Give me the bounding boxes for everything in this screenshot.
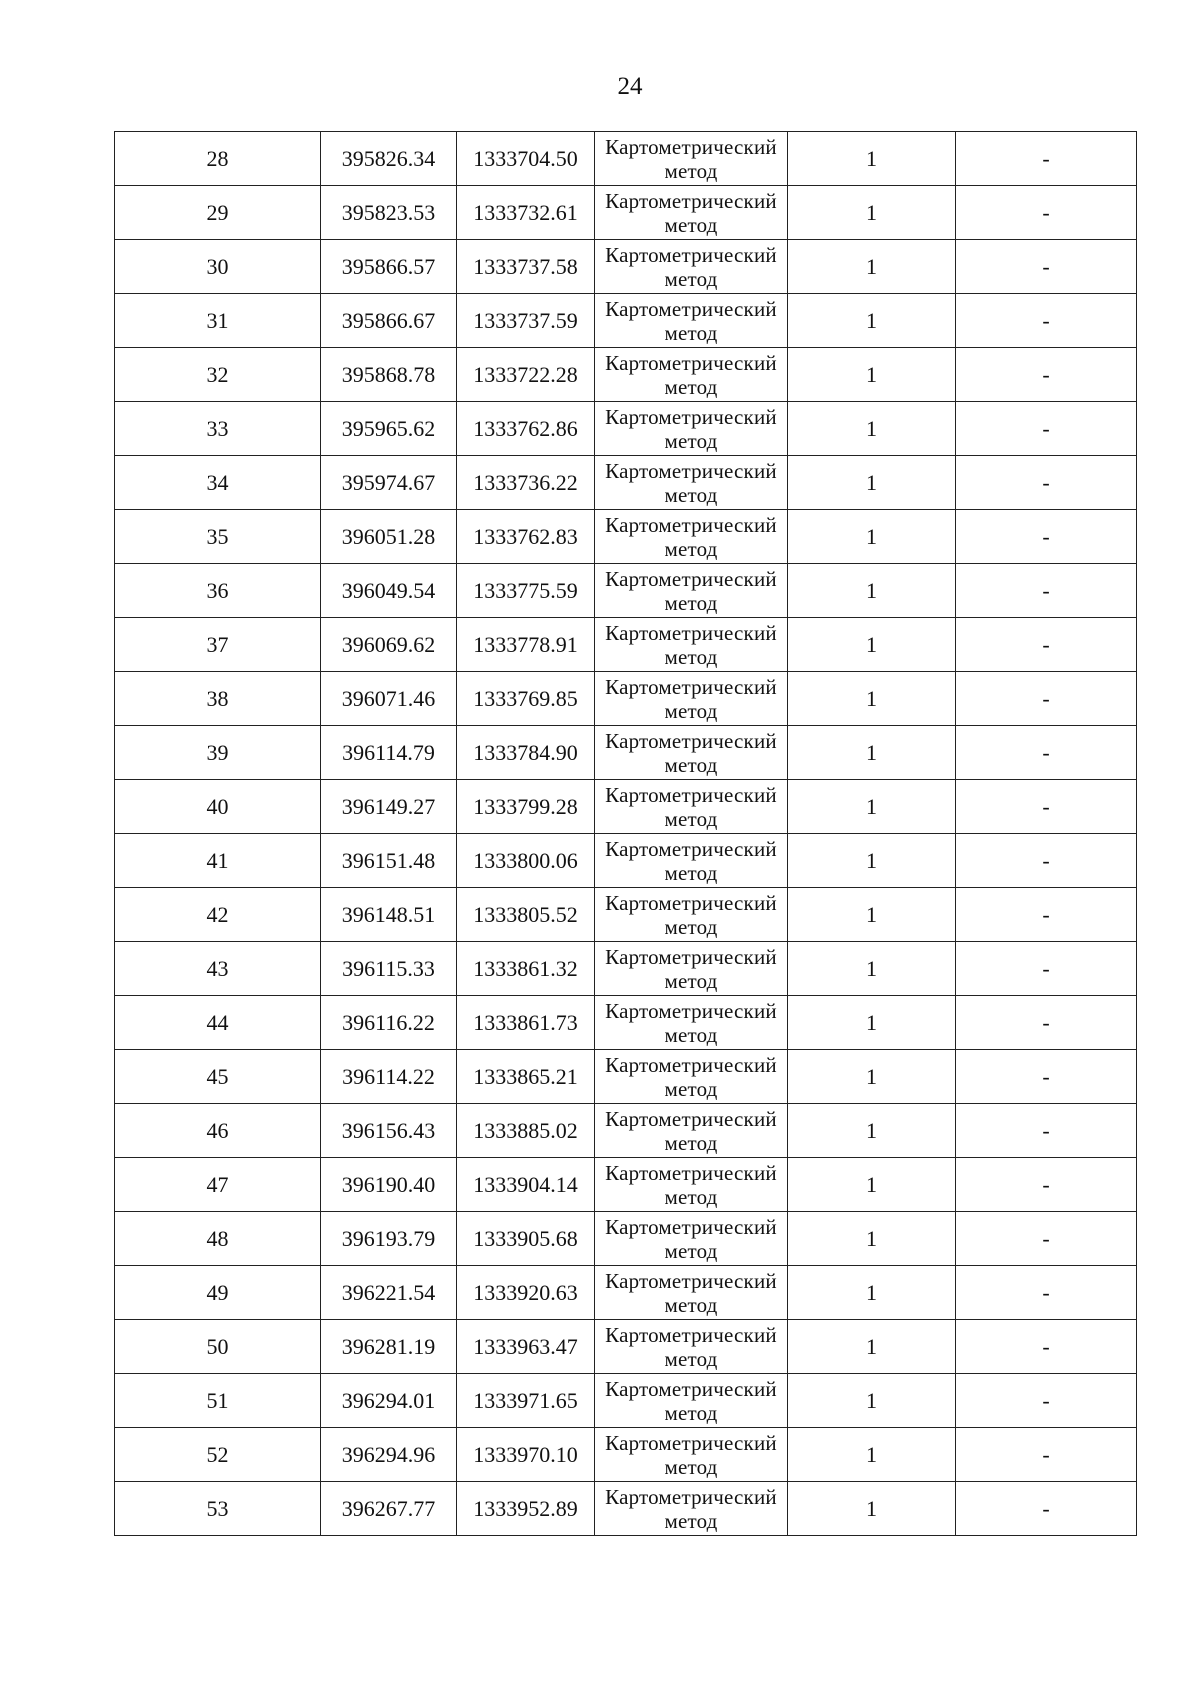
note-cell: -	[956, 1266, 1137, 1320]
method-line-2: метод	[664, 320, 718, 345]
note-cell: -	[956, 1158, 1137, 1212]
accuracy-cell: 1	[788, 1482, 956, 1536]
y-coordinate-cell: 1333784.90	[457, 726, 595, 780]
x-coordinate-cell: 396267.77	[321, 1482, 457, 1536]
note-cell: -	[956, 348, 1137, 402]
point-number-cell: 51	[115, 1374, 321, 1428]
method-line-2: метод	[664, 860, 718, 885]
table-row	[115, 672, 1137, 726]
note-cell: -	[956, 834, 1137, 888]
accuracy-cell: 1	[788, 1104, 956, 1158]
table-row	[115, 1266, 1137, 1320]
table-row	[115, 834, 1137, 888]
point-number-cell: 41	[115, 834, 321, 888]
point-number-cell: 48	[115, 1212, 321, 1266]
x-coordinate-cell: 396116.22	[321, 996, 457, 1050]
point-number-cell: 52	[115, 1428, 321, 1482]
method-cell	[595, 240, 788, 294]
accuracy-cell: 1	[788, 834, 956, 888]
x-coordinate-cell: 396049.54	[321, 564, 457, 618]
method-line-1: Картометрический	[605, 1268, 777, 1293]
method-line-1: Картометрический	[605, 512, 777, 537]
method-line-2: метод	[664, 914, 718, 939]
method-cell	[595, 942, 788, 996]
y-coordinate-cell: 1333970.10	[457, 1428, 595, 1482]
y-coordinate-cell: 1333805.52	[457, 888, 595, 942]
y-coordinate-cell: 1333861.32	[457, 942, 595, 996]
note-cell: -	[956, 726, 1137, 780]
point-number-cell: 36	[115, 564, 321, 618]
x-coordinate-cell: 396156.43	[321, 1104, 457, 1158]
x-coordinate-cell: 396069.62	[321, 618, 457, 672]
note-cell: -	[956, 888, 1137, 942]
method-line-1: Картометрический	[605, 566, 777, 591]
table-row	[115, 888, 1137, 942]
method-line-2: метод	[664, 1400, 718, 1425]
point-number-cell: 42	[115, 888, 321, 942]
method-cell	[595, 888, 788, 942]
method-line-2: метод	[664, 212, 718, 237]
method-cell	[595, 618, 788, 672]
method-line-1: Картометрический	[605, 458, 777, 483]
method-cell	[595, 1266, 788, 1320]
table-row	[115, 1482, 1137, 1536]
note-cell: -	[956, 672, 1137, 726]
note-cell: -	[956, 132, 1137, 186]
point-number-cell: 32	[115, 348, 321, 402]
method-line-1: Картометрический	[605, 1214, 777, 1239]
point-number-cell: 34	[115, 456, 321, 510]
note-cell: -	[956, 1212, 1137, 1266]
table-row	[115, 294, 1137, 348]
accuracy-cell: 1	[788, 348, 956, 402]
accuracy-cell: 1	[788, 672, 956, 726]
point-number-cell: 44	[115, 996, 321, 1050]
method-line-2: метод	[664, 374, 718, 399]
x-coordinate-cell: 396115.33	[321, 942, 457, 996]
y-coordinate-cell: 1333952.89	[457, 1482, 595, 1536]
point-number-cell: 40	[115, 780, 321, 834]
method-cell	[595, 348, 788, 402]
table-row	[115, 348, 1137, 402]
method-cell	[595, 672, 788, 726]
x-coordinate-cell: 395868.78	[321, 348, 457, 402]
method-cell	[595, 1104, 788, 1158]
method-line-2: метод	[664, 1346, 718, 1371]
table-row	[115, 1050, 1137, 1104]
method-line-2: метод	[664, 1292, 718, 1317]
table-row	[115, 456, 1137, 510]
x-coordinate-cell: 396071.46	[321, 672, 457, 726]
accuracy-cell: 1	[788, 942, 956, 996]
note-cell: -	[956, 294, 1137, 348]
method-cell	[595, 1482, 788, 1536]
point-number-cell: 38	[115, 672, 321, 726]
x-coordinate-cell: 395866.67	[321, 294, 457, 348]
method-line-2: метод	[664, 428, 718, 453]
table-row	[115, 780, 1137, 834]
note-cell: -	[956, 1320, 1137, 1374]
method-line-2: метод	[664, 266, 718, 291]
x-coordinate-cell: 396149.27	[321, 780, 457, 834]
accuracy-cell: 1	[788, 294, 956, 348]
method-line-2: метод	[664, 1130, 718, 1155]
method-line-1: Картометрический	[605, 944, 777, 969]
x-coordinate-cell: 395866.57	[321, 240, 457, 294]
table-row	[115, 1428, 1137, 1482]
accuracy-cell: 1	[788, 132, 956, 186]
method-line-1: Картометрический	[605, 404, 777, 429]
note-cell: -	[956, 1482, 1137, 1536]
point-number-cell: 29	[115, 186, 321, 240]
note-cell: -	[956, 1104, 1137, 1158]
method-line-1: Картометрический	[605, 1106, 777, 1131]
method-line-2: метод	[664, 158, 718, 183]
point-number-cell: 47	[115, 1158, 321, 1212]
accuracy-cell: 1	[788, 618, 956, 672]
method-cell	[595, 510, 788, 564]
method-cell	[595, 564, 788, 618]
note-cell: -	[956, 780, 1137, 834]
table-row	[115, 1320, 1137, 1374]
note-cell: -	[956, 996, 1137, 1050]
x-coordinate-cell: 395965.62	[321, 402, 457, 456]
accuracy-cell: 1	[788, 996, 956, 1050]
x-coordinate-cell: 396114.79	[321, 726, 457, 780]
table-row	[115, 564, 1137, 618]
point-number-cell: 28	[115, 132, 321, 186]
note-cell: -	[956, 564, 1137, 618]
accuracy-cell: 1	[788, 564, 956, 618]
table-row	[115, 510, 1137, 564]
point-number-cell: 53	[115, 1482, 321, 1536]
x-coordinate-cell: 396114.22	[321, 1050, 457, 1104]
method-line-1: Картометрический	[605, 1052, 777, 1077]
method-line-1: Картометрический	[605, 836, 777, 861]
method-line-2: метод	[664, 1454, 718, 1479]
note-cell: -	[956, 1428, 1137, 1482]
method-line-1: Картометрический	[605, 1160, 777, 1185]
note-cell: -	[956, 456, 1137, 510]
y-coordinate-cell: 1333905.68	[457, 1212, 595, 1266]
y-coordinate-cell: 1333737.59	[457, 294, 595, 348]
coordinates-table-body	[115, 132, 1137, 1536]
x-coordinate-cell: 396193.79	[321, 1212, 457, 1266]
method-cell	[595, 456, 788, 510]
coordinates-table	[114, 131, 1137, 1536]
method-line-2: метод	[664, 1508, 718, 1533]
y-coordinate-cell: 1333971.65	[457, 1374, 595, 1428]
method-cell	[595, 834, 788, 888]
method-line-1: Картометрический	[605, 188, 777, 213]
point-number-cell: 46	[115, 1104, 321, 1158]
x-coordinate-cell: 395823.53	[321, 186, 457, 240]
point-number-cell: 45	[115, 1050, 321, 1104]
method-line-1: Картометрический	[605, 1376, 777, 1401]
method-cell	[595, 402, 788, 456]
note-cell: -	[956, 1374, 1137, 1428]
point-number-cell: 35	[115, 510, 321, 564]
method-line-2: метод	[664, 590, 718, 615]
method-cell	[595, 996, 788, 1050]
method-cell	[595, 1212, 788, 1266]
table-row	[115, 1212, 1137, 1266]
method-line-1: Картометрический	[605, 296, 777, 321]
accuracy-cell: 1	[788, 888, 956, 942]
note-cell: -	[956, 240, 1137, 294]
method-line-2: метод	[664, 806, 718, 831]
note-cell: -	[956, 942, 1137, 996]
point-number-cell: 39	[115, 726, 321, 780]
point-number-cell: 30	[115, 240, 321, 294]
method-cell	[595, 132, 788, 186]
method-line-1: Картометрический	[605, 1322, 777, 1347]
method-cell	[595, 1320, 788, 1374]
y-coordinate-cell: 1333800.06	[457, 834, 595, 888]
y-coordinate-cell: 1333775.59	[457, 564, 595, 618]
y-coordinate-cell: 1333865.21	[457, 1050, 595, 1104]
table-row	[115, 1158, 1137, 1212]
accuracy-cell: 1	[788, 402, 956, 456]
method-line-2: метод	[664, 644, 718, 669]
accuracy-cell: 1	[788, 1428, 956, 1482]
y-coordinate-cell: 1333736.22	[457, 456, 595, 510]
method-line-1: Картометрический	[605, 782, 777, 807]
method-cell	[595, 1158, 788, 1212]
method-line-1: Картометрический	[605, 620, 777, 645]
x-coordinate-cell: 395974.67	[321, 456, 457, 510]
point-number-cell: 50	[115, 1320, 321, 1374]
y-coordinate-cell: 1333920.63	[457, 1266, 595, 1320]
accuracy-cell: 1	[788, 1374, 956, 1428]
y-coordinate-cell: 1333963.47	[457, 1320, 595, 1374]
x-coordinate-cell: 396221.54	[321, 1266, 457, 1320]
accuracy-cell: 1	[788, 780, 956, 834]
y-coordinate-cell: 1333722.28	[457, 348, 595, 402]
accuracy-cell: 1	[788, 186, 956, 240]
method-cell	[595, 186, 788, 240]
y-coordinate-cell: 1333904.14	[457, 1158, 595, 1212]
method-line-1: Картометрический	[605, 998, 777, 1023]
table-row	[115, 726, 1137, 780]
point-number-cell: 43	[115, 942, 321, 996]
y-coordinate-cell: 1333799.28	[457, 780, 595, 834]
method-line-2: метод	[664, 1022, 718, 1047]
method-line-1: Картометрический	[605, 350, 777, 375]
table-row	[115, 942, 1137, 996]
method-line-2: метод	[664, 1076, 718, 1101]
method-line-2: метод	[664, 1184, 718, 1209]
table-row	[115, 132, 1137, 186]
method-line-1: Картометрический	[605, 890, 777, 915]
accuracy-cell: 1	[788, 726, 956, 780]
accuracy-cell: 1	[788, 456, 956, 510]
method-line-2: метод	[664, 752, 718, 777]
note-cell: -	[956, 618, 1137, 672]
point-number-cell: 31	[115, 294, 321, 348]
method-line-2: метод	[664, 482, 718, 507]
note-cell: -	[956, 186, 1137, 240]
method-line-2: метод	[664, 1238, 718, 1263]
method-cell	[595, 1428, 788, 1482]
method-cell	[595, 726, 788, 780]
y-coordinate-cell: 1333769.85	[457, 672, 595, 726]
point-number-cell: 37	[115, 618, 321, 672]
table-row	[115, 240, 1137, 294]
y-coordinate-cell: 1333704.50	[457, 132, 595, 186]
x-coordinate-cell: 396148.51	[321, 888, 457, 942]
method-cell	[595, 780, 788, 834]
method-line-1: Картометрический	[605, 134, 777, 159]
y-coordinate-cell: 1333861.73	[457, 996, 595, 1050]
method-line-1: Картометрический	[605, 242, 777, 267]
y-coordinate-cell: 1333732.61	[457, 186, 595, 240]
accuracy-cell: 1	[788, 1212, 956, 1266]
table-row	[115, 186, 1137, 240]
note-cell: -	[956, 1050, 1137, 1104]
point-number-cell: 33	[115, 402, 321, 456]
y-coordinate-cell: 1333737.58	[457, 240, 595, 294]
table-row	[115, 996, 1137, 1050]
accuracy-cell: 1	[788, 1266, 956, 1320]
method-line-2: метод	[664, 968, 718, 993]
x-coordinate-cell: 396294.96	[321, 1428, 457, 1482]
method-line-2: метод	[664, 698, 718, 723]
accuracy-cell: 1	[788, 510, 956, 564]
table-row	[115, 1374, 1137, 1428]
accuracy-cell: 1	[788, 1050, 956, 1104]
method-line-1: Картометрический	[605, 728, 777, 753]
x-coordinate-cell: 396151.48	[321, 834, 457, 888]
method-cell	[595, 1374, 788, 1428]
accuracy-cell: 1	[788, 240, 956, 294]
method-cell	[595, 1050, 788, 1104]
x-coordinate-cell: 396051.28	[321, 510, 457, 564]
accuracy-cell: 1	[788, 1158, 956, 1212]
method-line-1: Картометрический	[605, 1430, 777, 1455]
method-line-1: Картометрический	[605, 674, 777, 699]
x-coordinate-cell: 396190.40	[321, 1158, 457, 1212]
x-coordinate-cell: 396281.19	[321, 1320, 457, 1374]
table-row	[115, 1104, 1137, 1158]
point-number-cell: 49	[115, 1266, 321, 1320]
note-cell: -	[956, 510, 1137, 564]
y-coordinate-cell: 1333885.02	[457, 1104, 595, 1158]
note-cell: -	[956, 402, 1137, 456]
table-row	[115, 618, 1137, 672]
method-line-1: Картометрический	[605, 1484, 777, 1509]
accuracy-cell: 1	[788, 1320, 956, 1374]
table-row	[115, 402, 1137, 456]
x-coordinate-cell: 395826.34	[321, 132, 457, 186]
page-number: 24	[617, 73, 643, 100]
y-coordinate-cell: 1333762.86	[457, 402, 595, 456]
x-coordinate-cell: 396294.01	[321, 1374, 457, 1428]
method-cell	[595, 294, 788, 348]
y-coordinate-cell: 1333762.83	[457, 510, 595, 564]
y-coordinate-cell: 1333778.91	[457, 618, 595, 672]
method-line-2: метод	[664, 536, 718, 561]
